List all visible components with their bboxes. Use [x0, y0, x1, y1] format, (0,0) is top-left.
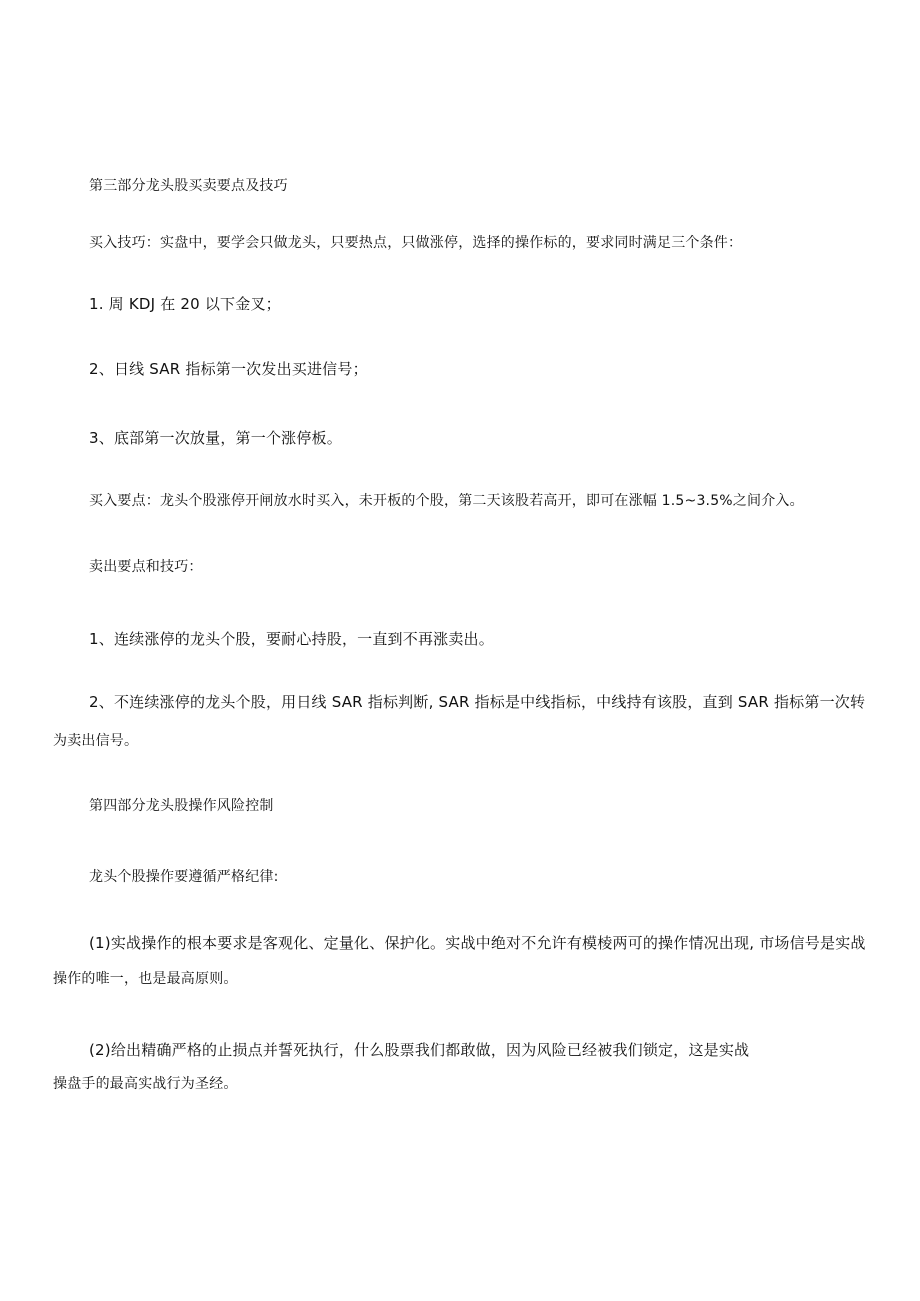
buy-condition-3: 3、底部第一次放量，第一个涨停板。: [89, 429, 342, 447]
sell-title: 卖出要点和技巧：: [89, 559, 203, 575]
rule-1-line-2: 操作的唯一，也是最高原则。: [53, 971, 238, 987]
rule-2-line-1: (2)给出精确严格的止损点并誓死执行，什么股票我们都敢做，因为风险已经被我们锁定，这是实战: [89, 1041, 750, 1059]
sell-point-2-line-1: 2、不连续涨停的龙头个股，用日线 SAR 指标判断, SAR 指标是中线指标，中线持有该股，直到 SAR 指标第一次转: [89, 693, 866, 711]
buy-skill-intro: 买入技巧：实盘中，要学会只做龙头，只要热点，只做涨停，选择的操作标的，要求同时满足三个条件：: [89, 235, 743, 251]
sell-point-2-line-2: 为卖出信号。: [53, 733, 139, 749]
buy-condition-1: 1. 周 KDJ 在 20 以下金叉；: [89, 295, 281, 313]
section4-title: 第四部分龙头股操作风险控制: [89, 798, 274, 814]
section3-title: 第三部分龙头股买卖要点及技巧: [89, 178, 288, 194]
buy-points: 买入要点：龙头个股涨停开闸放水时买入，未开板的个股，第二天该股若高开，即可在涨幅 1.5~3.5%之间介入。: [89, 493, 804, 509]
rule-1-line-1: (1)实战操作的根本要求是客观化、定量化、保护化。实战中绝对不允许有模棱两可的操作情况出现, 市场信号是实战: [89, 934, 866, 952]
sell-point-1: 1、连续涨停的龙头个股，要耐心持股，一直到不再涨卖出。: [89, 630, 494, 648]
discipline-intro: 龙头个股操作要遵循严格纪律:: [89, 869, 279, 885]
rule-2-line-2: 操盘手的最高实战行为圣经。: [53, 1076, 238, 1092]
buy-condition-2: 2、日线 SAR 指标第一次发出买进信号；: [89, 360, 368, 378]
